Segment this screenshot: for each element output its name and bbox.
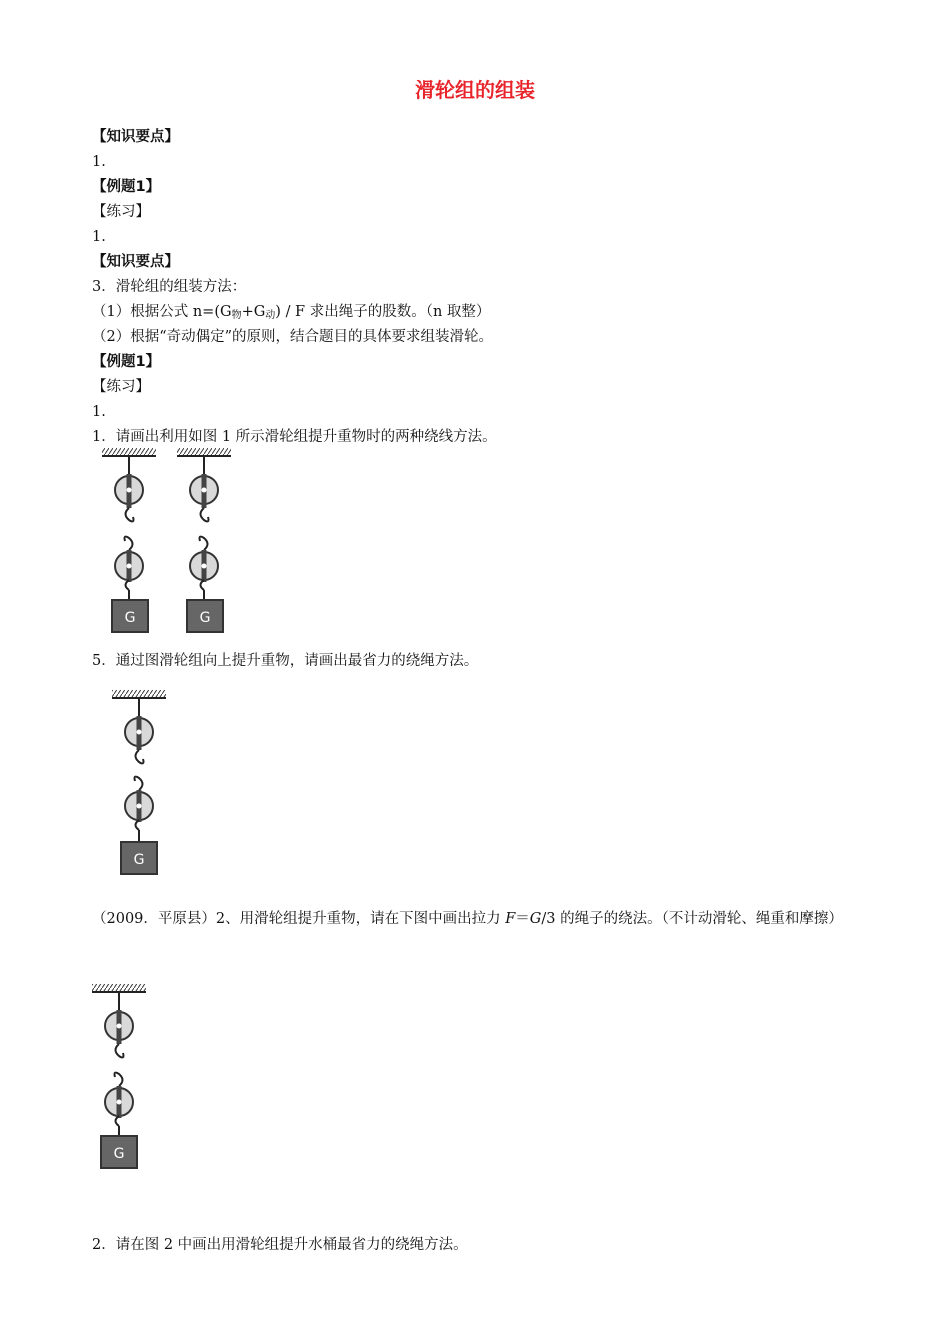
weight-symbol: G [529, 911, 542, 927]
question-1: 1．请画出利用如图 1 所示滑轮组提升重物时的两种绕线方法。 [92, 429, 497, 445]
question-2: 2．请在图 2 中画出用滑轮组提升水桶最省力的绕绳方法。 [92, 1237, 468, 1253]
question-2009 [92, 907, 912, 932]
pulley-figure-2 [106, 688, 196, 878]
equals-sign: ＝ [515, 911, 530, 927]
weight-label: G [113, 1146, 125, 1162]
formula-part: +G [241, 304, 266, 320]
formula-subscript: 动 [265, 310, 276, 321]
section-heading-practice: 【练习】 [92, 204, 150, 220]
question-text: （2009．平原县）2、用滑轮组提升重物，请在下图中画出拉力 [92, 911, 506, 927]
section-heading-practice: 【练习】 [92, 379, 150, 395]
pulley-figure-1 [96, 446, 266, 636]
section-heading-knowledge: 【知识要点】 [92, 254, 179, 270]
section-heading-example: 【例题1】 [92, 179, 161, 195]
item-number: 1. [92, 154, 106, 170]
question-5: 5．通过图滑轮组向上提升重物，请画出最省力的绕绳方法。 [92, 653, 479, 669]
formula-part: （1）根据公式 n=(G [92, 304, 232, 320]
pulley-figure-3 [86, 982, 176, 1172]
force-symbol: F [505, 911, 516, 927]
item-number: 1. [92, 404, 106, 420]
formula-subscript: 物 [231, 310, 242, 321]
section-heading-example: 【例题1】 [92, 354, 161, 370]
method-step-formula [92, 302, 490, 326]
page-title: 滑轮组的组装 [415, 78, 535, 102]
method-step-principle: （2）根据“奇动偶定”的原则，结合题目的具体要求组装滑轮。 [92, 329, 494, 345]
section-heading-knowledge: 【知识要点】 [92, 129, 179, 145]
weight-label: G [124, 610, 136, 626]
weight-label: G [199, 610, 211, 626]
question-text: /3 的绳子的绕法。（不计动滑轮、绳重和摩擦） [541, 911, 843, 927]
item-number: 1. [92, 229, 106, 245]
weight-label: G [133, 852, 145, 868]
method-heading: 3．滑轮组的组装方法： [92, 279, 247, 295]
formula-part: ) / F 求出绳子的股数。（n 取整） [275, 304, 491, 320]
